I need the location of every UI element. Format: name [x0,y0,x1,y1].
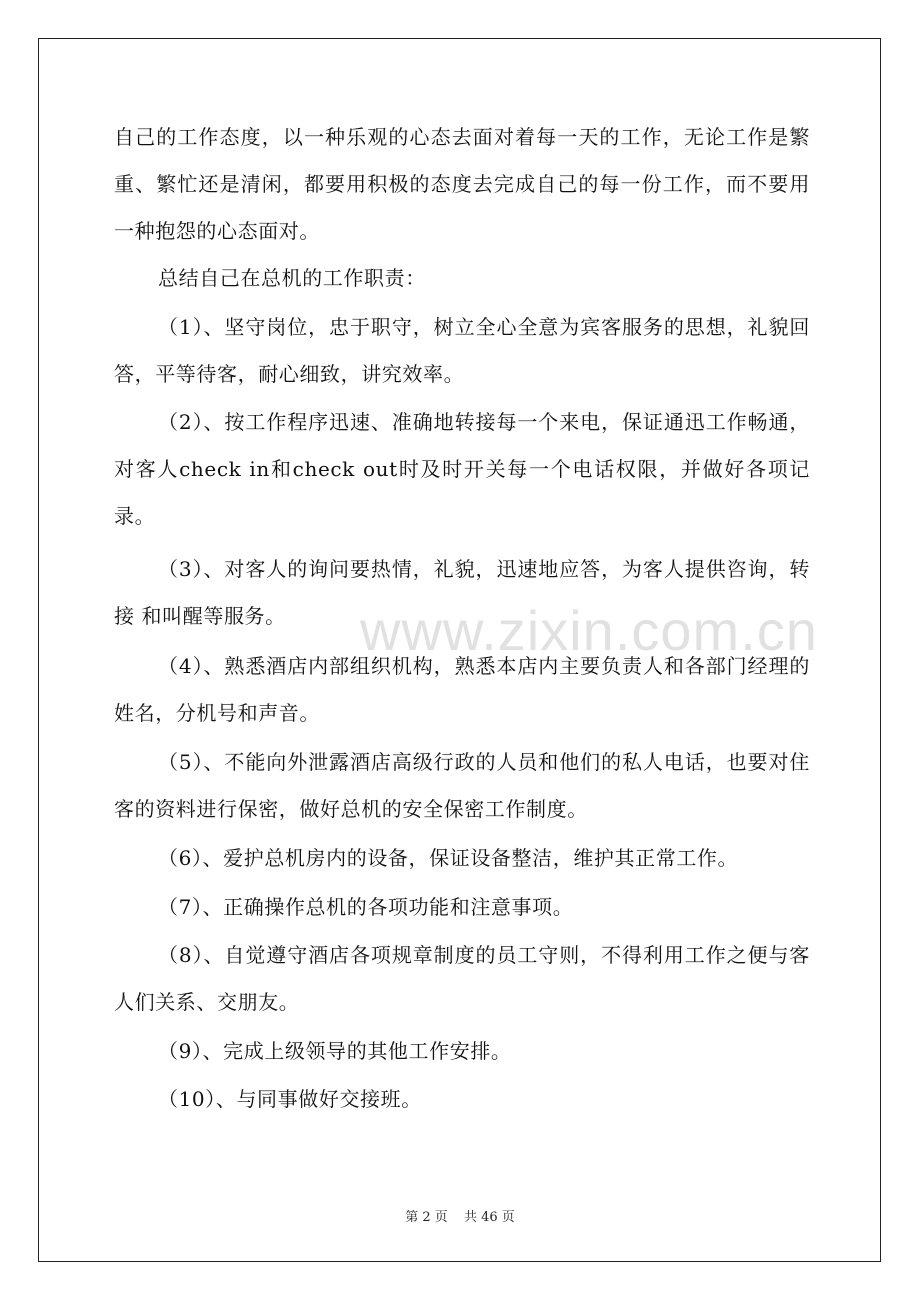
paragraph-duty-3: （3）、对客人的询问要热情，礼貌，迅速地应答，为客人提供咨询，转接 和叫醒等服务。 [114,557,810,628]
watermark: www.zixin.com.cn [360,599,818,662]
page-total: 共 46 页 [463,1210,515,1225]
paragraph-duty-6: （6）、爱护总机房内的设备，保证设备整洁，维护其正常工作。 [158,846,739,870]
paragraph-duty-10: （10）、与同事做好交接班。 [158,1087,422,1111]
page-number: 第 2 页 [405,1210,448,1225]
paragraph-intro: 自己的工作态度，以一种乐观的心态去面对着每一天的工作，无论工作是繁重、繁忙还是清闲，都要用积极的态度去完成自己的每一份工作，而不要用一种抱怨的心态面对。 [114,125,810,243]
paragraph-duties-heading: 总结自己在总机的工作职责： [158,266,426,290]
paragraph-duty-4: （4）、熟悉酒店内部组织机构，熟悉本店内主要负责人和各部门经理的姓名，分机号和声音。 [114,654,810,725]
paragraph-duty-7: （7）、正确操作总机的各项功能和注意事项。 [158,895,574,919]
paragraph-duty-9: （9）、完成上级领导的其他工作安排。 [158,1039,512,1063]
paragraph-duty-5: （5）、不能向外泄露酒店高级行政的人员和他们的私人电话，也要对住客的资料进行保密，做好总机的安全保密工作制度。 [114,750,810,821]
page-footer [0,1206,920,1225]
paragraph-duty-8: （8）、自觉遵守酒店各项规章制度的员工守则，不得利用工作之便与客人们关系、交朋友。 [114,943,810,1014]
paragraph-duty-1: （1）、坚守岗位，忠于职守，树立全心全意为宾客服务的思想，礼貌回答，平等待客，耐心细致，讲究效率。 [114,315,810,386]
paragraph-duty-2: （2）、按工作程序迅速、准确地转接每一个来电，保证通迅工作畅通，对客人check in和check out时及时开关每一个电话权限，并做好各项记录。 [114,410,810,528]
